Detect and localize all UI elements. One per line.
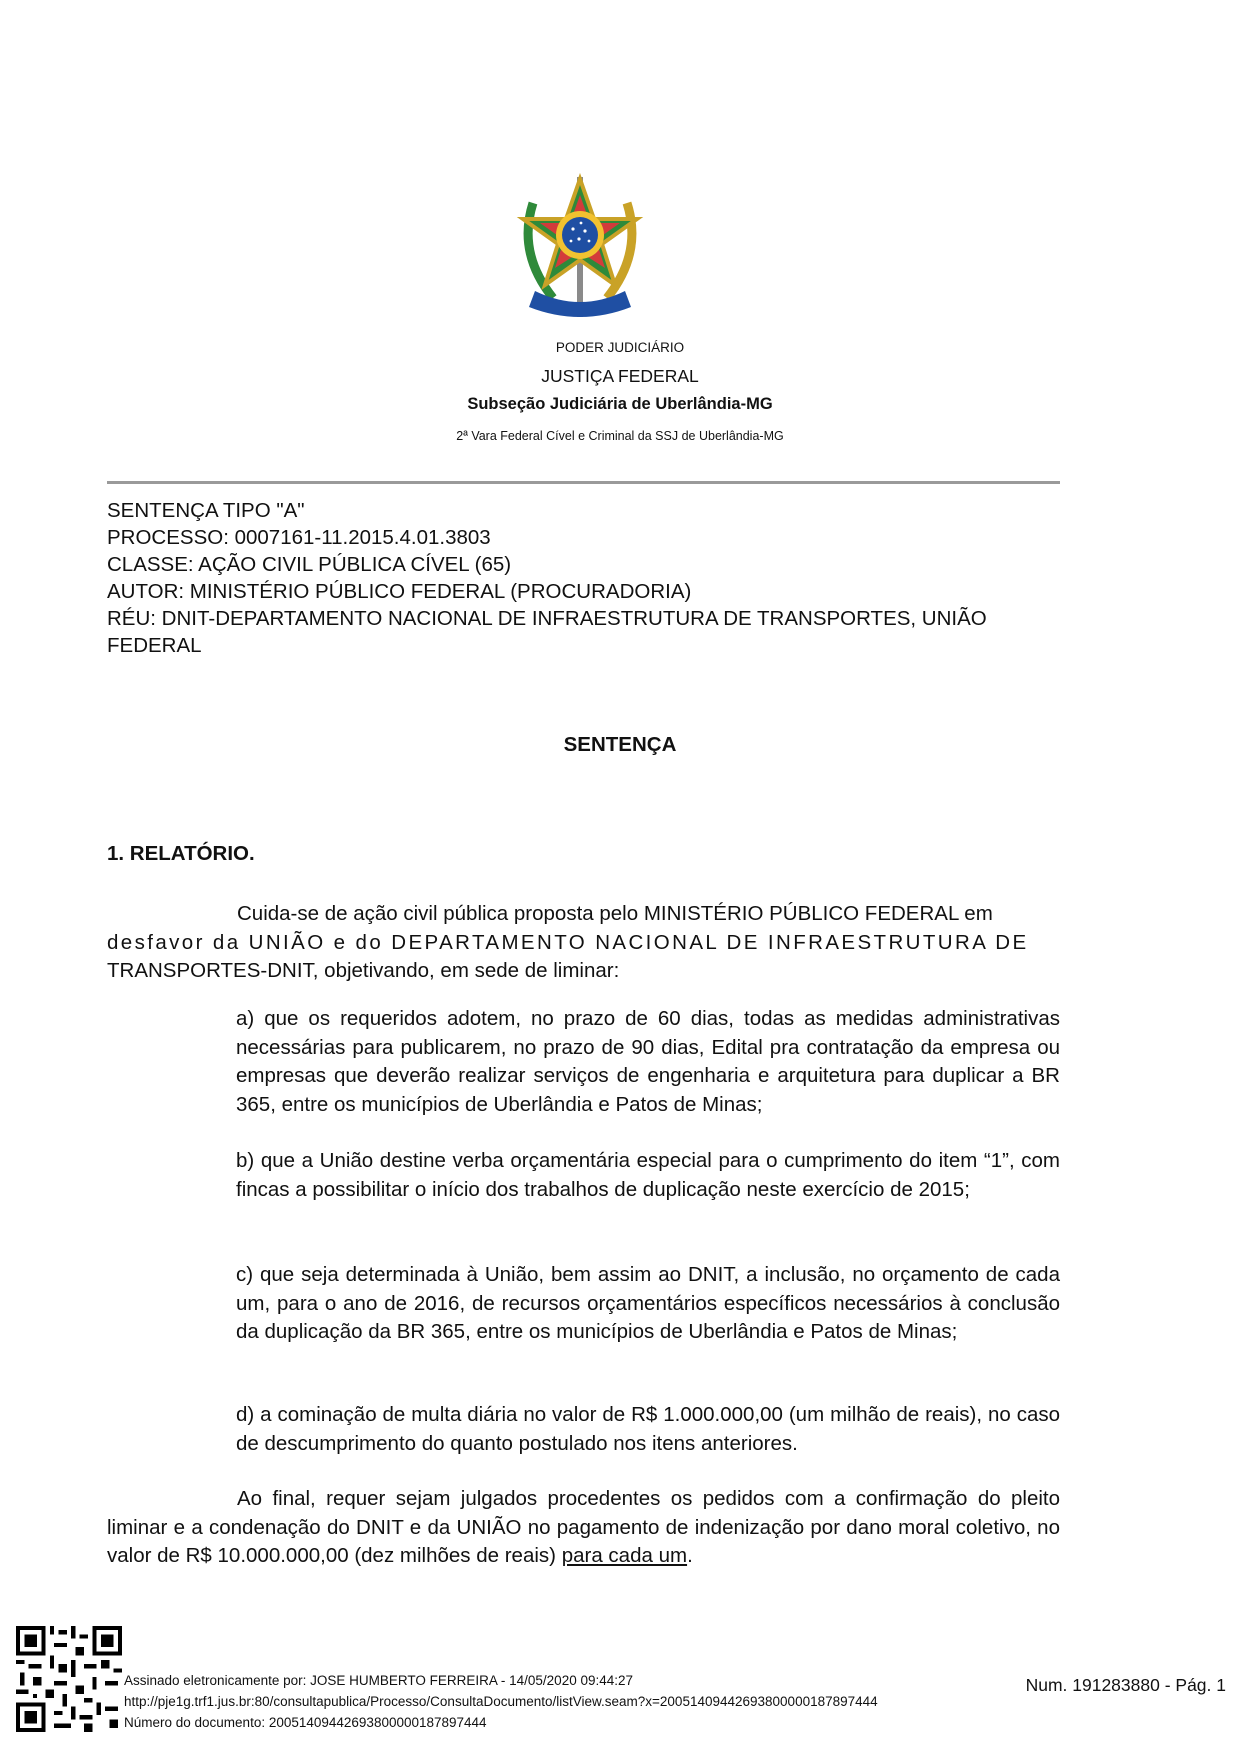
autor: AUTOR: MINISTÉRIO PÚBLICO FEDERAL (PROCURADORIA) xyxy=(107,580,692,603)
classe: CLASSE: AÇÃO CIVIL PÚBLICA CÍVEL (65) xyxy=(107,553,512,576)
sentenca-tipo: SENTENÇA TIPO "A" xyxy=(107,499,305,522)
footer-signed-by: Assinado eletronicamente por: JOSE HUMBERTO FERREIRA - 14/05/2020 09:44:27 xyxy=(124,1673,634,1688)
request-item-a: a) que os requeridos adotem, no prazo de 60 dias, todas as medidas administrativas necessárias para publicarem, no prazo de 90 dias, Edital pra contratação da empresa ou empresas que deverão realizar serviços de engenharia e arquitetura para duplicar a BR 365, entre os municípios de Uberlândia e Patos de Minas; xyxy=(236,1007,1060,1116)
document-title: SENTENÇA xyxy=(563,733,677,756)
request-item-c: c) que seja determinada à União, bem assim ao DNIT, a inclusão, no orçamento de cada um, para o ano de 2016, de recursos orçamentários específicos necessários à conclusão da duplicação da BR 365, entre os municípios de Uberlândia e Patos de Minas; xyxy=(236,1263,1060,1343)
reu-line-1: RÉU: DNIT-DEPARTAMENTO NACIONAL DE INFRAESTRUTURA DE TRANSPORTES, UNIÃO xyxy=(107,607,987,630)
intro-line-3: TRANSPORTES-DNIT, objetivando, em sede de liminar: xyxy=(107,959,620,982)
intro-paragraph xyxy=(107,900,1060,986)
header-poder-judiciario: PODER JUDICIÁRIO xyxy=(555,340,685,355)
section-heading-relatorio: 1. RELATÓRIO. xyxy=(107,842,255,865)
header-justica-federal: JUSTIÇA FEDERAL xyxy=(541,366,699,386)
intro-line-1: Cuida-se de ação civil pública proposta pelo MINISTÉRIO PÚBLICO FEDERAL em xyxy=(237,902,993,925)
final-text: Ao final, requer sejam julgados procedentes os pedidos com a confirmação do pleito liminar e a condenação do DNIT e da UNIÃO no pagamento de indenização por dano moral coletivo, no valor de R$ 10.000.000,00 (dez milhões de reais) xyxy=(107,1487,1060,1567)
final-paragraph xyxy=(107,1485,1060,1571)
request-item-d: d) a cominação de multa diária no valor de R$ 1.000.000,00 (um milhão de reais), no caso de descumprimento do quanto postulado nos itens anteriores. xyxy=(236,1403,1060,1455)
header-vara: 2ª Vara Federal Cível e Criminal da SSJ de Uberlândia-MG xyxy=(456,429,784,443)
final-underlined: para cada um xyxy=(561,1544,688,1567)
footer-document-number: Número do documento: 20051409442693800000187897444 xyxy=(124,1715,487,1730)
final-end: . xyxy=(687,1544,693,1567)
header-subsecao: Subseção Judiciária de Uberlândia-MG xyxy=(467,395,773,413)
page-number: Num. 191283880 - Pág. 1 xyxy=(1025,1675,1226,1695)
processo-number: PROCESSO: 0007161-11.2015.4.01.3803 xyxy=(107,526,491,549)
reu-line-2: FEDERAL xyxy=(107,634,202,657)
request-item-b: b) que a União destine verba orçamentária especial para o cumprimento do item “1”, com fincas a possibilitar o início dos trabalhos de duplicação neste exercício de 2015; xyxy=(236,1149,1060,1201)
qr-code-icon xyxy=(16,1626,122,1732)
header-divider xyxy=(107,481,1060,484)
footer-url[interactable]: http://pje1g.trf1.jus.br:80/consultapublica/Processo/ConsultaDocumento/listView.seam?x=20051409442693800000187897444 xyxy=(124,1694,878,1709)
intro-line-2: desfavor da UNIÃO e do DEPARTAMENTO NACIONAL DE INFRAESTRUTURA DE xyxy=(107,930,1029,954)
coat-of-arms-icon xyxy=(513,173,647,325)
case-info-block xyxy=(107,497,1067,659)
